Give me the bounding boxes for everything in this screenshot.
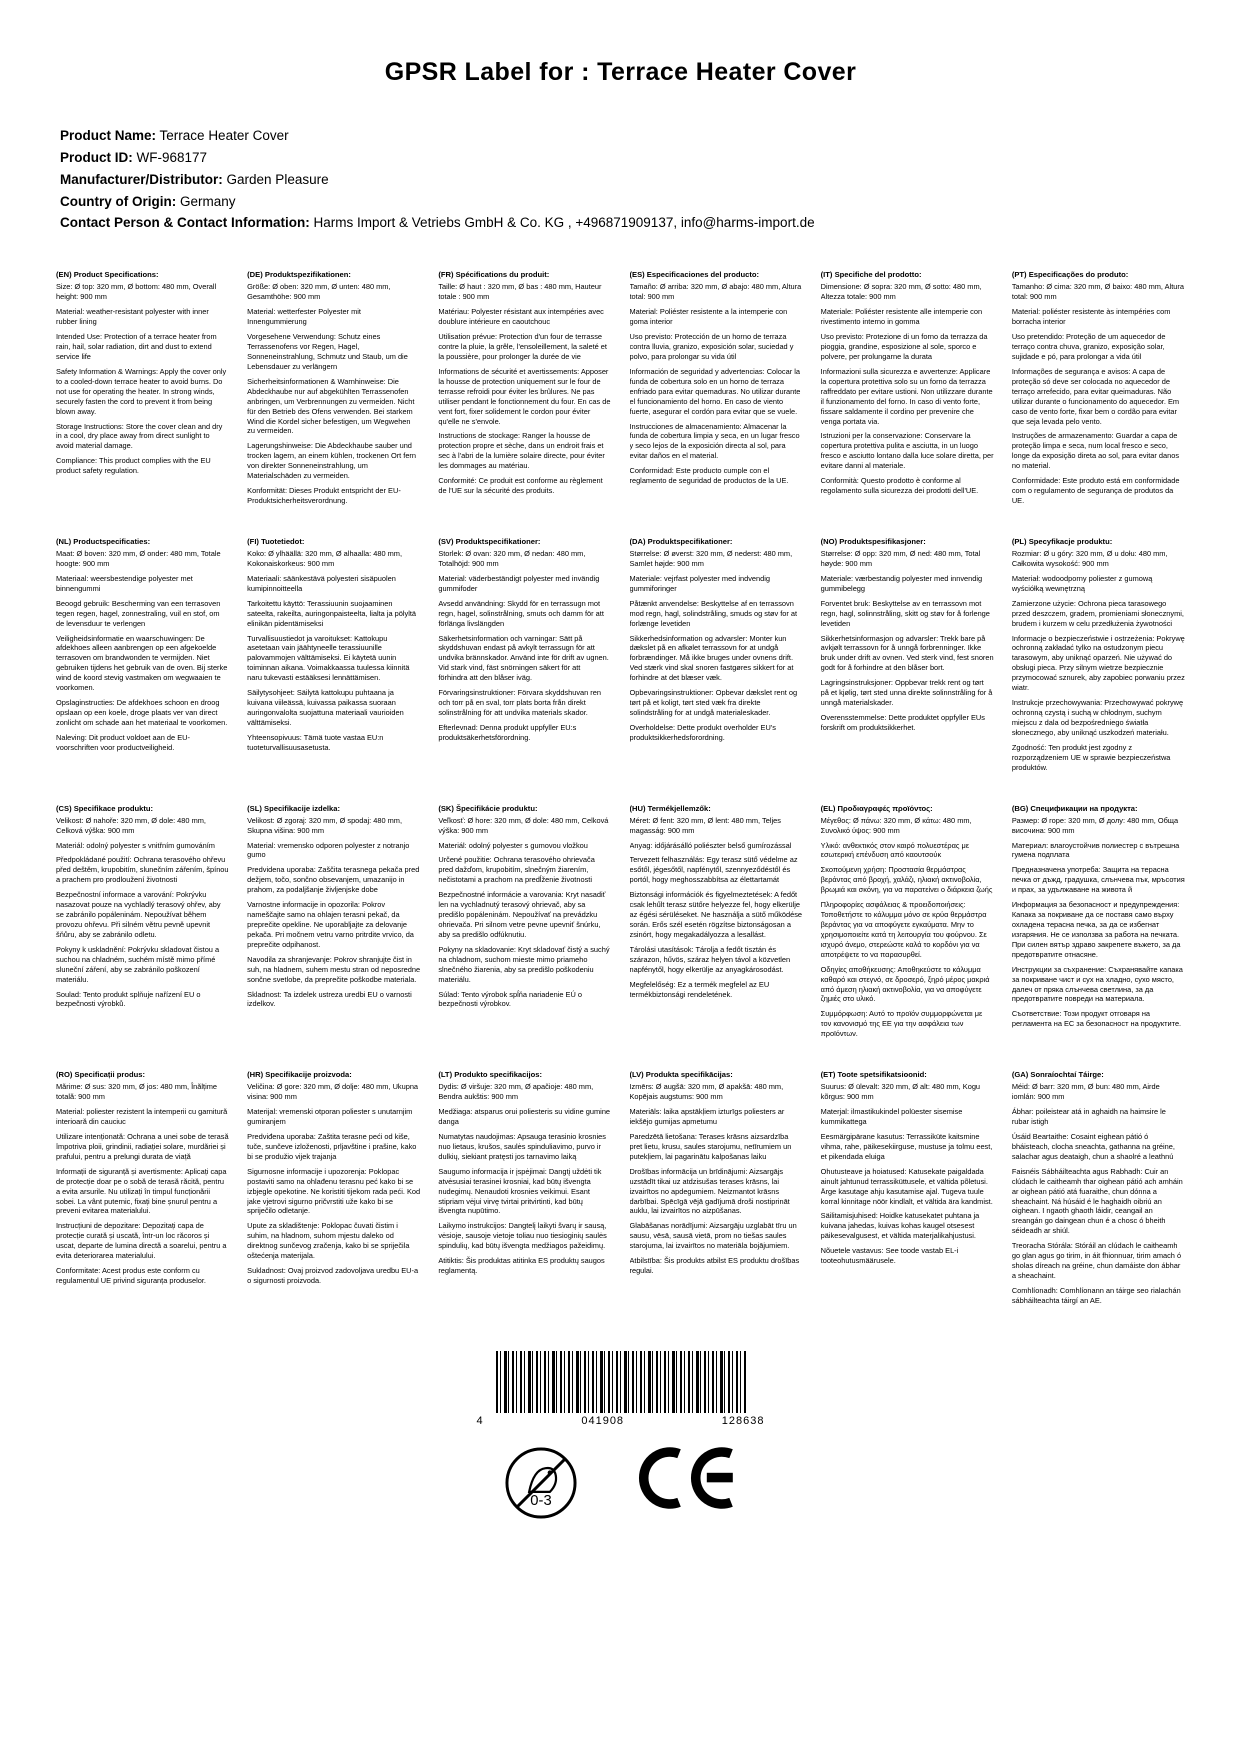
spec-header: (HU) Termékjellemzők: bbox=[629, 803, 711, 813]
spec-paragraph: Размер: Ø горе: 320 mm, Ø долу: 480 mm, Обща височина: 900 mm bbox=[1011, 815, 1179, 835]
age-restriction-icon bbox=[504, 1446, 578, 1520]
spec-paragraph: Utilizare intenționată: Ochrana a unei sobe de terasă împotriva ploii, grindinii, radiației solare, murdăriei și prafului, pentru a prelungi durata de viață bbox=[56, 1131, 229, 1161]
spec-paragraph: Drošības informācija un brīdinājumi: Aizsargājs uzstādīt tikai uz atdzisušas terases krāsns, lai izvairītos no apdegumiem. Neizmantot krāsns darbībai. Spēcīgā vējā gadījumā droši nostiprināt auklu, lai izvairītos no aizpūšanas. bbox=[629, 1166, 790, 1216]
spec-header: (ET) Toote spetsifikatsioonid: bbox=[820, 1070, 927, 1080]
spec-paragraph: Material: Poliéster resistente a la intemperie con goma interior bbox=[629, 307, 788, 327]
spec-paragraph: Uso pretendido: Proteção de um aquecedor de terraço contra chuva, granizo, exposição solar, sujidade e pó, para prolongar a vida útil bbox=[1011, 332, 1166, 361]
spec-cell-fi bbox=[247, 537, 420, 778]
compliance-marks bbox=[471, 1443, 771, 1523]
spec-paragraph: Инструкции за съхранение: Съхранявайте капака за покриване чист и сух на хладно, сухо място, далеч от пряка слънчева светлина, за да предотвратите повреди на материала. bbox=[1011, 964, 1183, 1004]
spec-paragraph: Bezpečnostné informácie a varovania: Kryt nasadiť len na vychladnutý terasový ohrievač, aby sa predišlo popáleninám. Nepoužívať na prevádzku ohrievača. Pri silnom vetre pevne upevniť šnúrku, aby sa predišlo odfúknutiu. bbox=[438, 890, 606, 939]
spec-paragraph: Informacje o bezpieczeństwie i ostrzeżenia: Pokrywę ochronną zakładać tylko na ostudzonym piecu tarasowym, aby uniknąć oparzeń. Nie używać do obsługi pieca. Przy silnym wietrze bezpiecznie przymocować sznurek, aby zapobiec porwaniu przez wiatr. bbox=[1011, 633, 1185, 693]
spec-paragraph: Veiligheidsinformatie en waarschuwingen: De afdekhoes alleen aanbrengen op een afgekoelde terrasoven om brandwonden te vermijden. Niet gebruiken tijdens het gebruik van de oven. Bij sterke wind de koord stevig vastmaken om wegwaaien te voorkomen. bbox=[56, 633, 228, 693]
spec-header: (SL) Specifikacije izdelka: bbox=[247, 803, 341, 813]
spec-paragraph: Vorgesehene Verwendung: Schutz eines Terrassenofens vor Regen, Hagel, Sonneneinstrahlung, Schmutz und Staub, um die Lebensdauer zu verlängern bbox=[247, 332, 408, 371]
spec-header: (LV) Produkta specifikācijas: bbox=[629, 1070, 733, 1080]
spec-paragraph: Turvallisuustiedot ja varoitukset: Kattokupu asetetaan vain jäähtyneelle terassiuunille palovammojen välttämiseksi. Ei käytetä uunin toiminnan aikana. Voimakkaassa tuulessa kiinnitä naru tukevasti estääksesi lennättämisen. bbox=[247, 633, 410, 683]
spec-paragraph: Tamanho: Ø cima: 320 mm, Ø baixo: 480 mm, Altura total: 900 mm bbox=[1011, 282, 1184, 302]
spec-paragraph: Maat: Ø boven: 320 mm, Ø onder: 480 mm, Totale hoogte: 900 mm bbox=[56, 549, 221, 568]
spec-paragraph: Sikkerhetsinformasjon og advarsler: Trekk bare på avkjølt terrassovn for å unngå forbrenninger. Ikke bruk under drift av ovnen. Ved sterk vind, fest snoren godt for å forhindre at den blåser bort. bbox=[820, 633, 994, 673]
meta-value: Garden Pleasure bbox=[226, 171, 329, 187]
spec-paragraph: Konformität: Dieses Produkt entspricht der EU-Produktsicherheitsverordnung. bbox=[247, 486, 401, 505]
meta-row-product-name bbox=[60, 125, 1185, 147]
spec-paragraph: Compliance: This product complies with the EU product safety regulation. bbox=[56, 456, 211, 476]
spec-paragraph: Safety Information & Warnings: Apply the cover only to a cooled-down terrace heater to avoid burns. Do not use for operating the heater. In strong winds, securely fasten the cord to prevent it from being blown away. bbox=[56, 366, 227, 416]
spec-cell-en bbox=[56, 270, 229, 511]
spec-paragraph: Conformità: Questo prodotto è conforme al regolamento sulla sicurezza dei prodotti dell'UE. bbox=[820, 476, 979, 496]
spec-cell-pt bbox=[1012, 270, 1185, 511]
spec-paragraph: Material: vremensko odporen polyester z notranjo gumo bbox=[247, 840, 410, 860]
spec-cell-sk bbox=[438, 804, 611, 1045]
spec-paragraph: Instructions de stockage: Ranger la housse de protection propre et sèche, dans un endroit frais et sec à l'abri de la lumière solaire directe, pour éviter les dommages au matériau. bbox=[438, 431, 605, 471]
meta-value: Terrace Heater Cover bbox=[159, 128, 289, 143]
spec-header: (GA) Sonraíochtaí Táirge: bbox=[1011, 1070, 1104, 1080]
spec-paragraph: Zamierzone użycie: Ochrona pieca tarasowego przed deszczem, gradem, promieniami słonecznymi, brudem i kurzem w celu przedłużenia żywotności bbox=[1011, 598, 1184, 628]
spec-paragraph: Informazioni sulla sicurezza e avvertenze: Applicare la copertura protettiva solo su un forno da terrazza raffreddato per evitare ustioni. Non utilizzare durante il funzionamento del forno. In caso di vento forte, fissare saldamente il cordino per prevenire che venga portata via. bbox=[820, 366, 993, 426]
spec-paragraph: Predvidena uporaba: Zaščita terasnega pekača pred dežjem, točo, sončno obsevanjem, umazanijo in prahom, za podaljšanje življenjske dobe bbox=[247, 865, 420, 895]
spec-paragraph: Saugumo informacija ir įspėjimai: Dangtį uždėti tik atvėsusiai terasinei krosniai, kad būtų išvengta nudegimų. Nenaudoti krosnies veikimui. Esant stipriam vėjui virvę tvirtai pritvirtinti, kad būtų išvengta nupūtimo. bbox=[438, 1166, 602, 1216]
spec-paragraph: Uso previsto: Protección de un horno de terraza contra lluvia, granizo, exposición solar, suciedad y polvo, para prolongar su vida útil bbox=[629, 332, 794, 361]
spec-paragraph: Forventet bruk: Beskyttelse av en terrassovn mot regn, hagl, solinnstråling, skitt og støv for å forlenge levetiden bbox=[820, 598, 990, 628]
spec-cell-de bbox=[247, 270, 420, 511]
spec-paragraph: Méid: Ø barr: 320 mm, Ø bun: 480 mm, Airde iomlán: 900 mm bbox=[1011, 1082, 1160, 1102]
spec-paragraph: Sukladnost: Ovaj proizvod zadovoljava uredbu EU-a o sigurnosti proizvoda. bbox=[247, 1266, 419, 1285]
spec-paragraph: Efterlevnad: Denna produkt uppfyller EU:s produktsäkerhetsförordning. bbox=[438, 722, 577, 742]
page-title: GPSR Label for : Terrace Heater Cover bbox=[384, 58, 857, 86]
svg-text:0-3: 0-3 bbox=[529, 1492, 552, 1509]
ce-mark-icon bbox=[634, 1443, 738, 1523]
spec-cell-bg bbox=[1012, 804, 1185, 1045]
spec-paragraph: Biztonsági információk és figyelmeztetések: A fedőt csak lehűlt terasz sütőre helyezze fel, hogy elkerülje az égési sérüléseket. Ne használja a sütő működése során. Erős szél esetén rögzítse biztonságosan a zsinórt, hogy megakadályozza a lesallást. bbox=[629, 890, 803, 939]
spec-paragraph: Sicherheitsinformationen & Warnhinweise: Die Abdeckhaube nur auf abgekühlten Terrassenofen anbringen, um Verbrennungen zu vermeiden. Nicht für den Betrieb des Ofens verwenden. Bei starkem Wind die Kordel sicher befestigen, um Wegwehen zu vermeiden. bbox=[247, 376, 415, 436]
spec-header: (IT) Specifiche del prodotto: bbox=[820, 270, 922, 280]
spec-header: (CS) Specifikace produktu: bbox=[56, 803, 154, 813]
spec-paragraph: Tarkoitettu käyttö: Terassiuunin suojaaminen sateelta, rakeilta, auringonpaisteelta, lialta ja pölyltä elinikän pidentämiseksi bbox=[247, 598, 417, 628]
meta-label: Manufacturer/Distributor: bbox=[60, 171, 223, 187]
spec-paragraph: Numatytas naudojimas: Apsauga terasinio krosnies nuo lietaus, krušos, saulės spinduliavimo, purvo ir dulkių, siekiant pratęsti jos tarnavimo laiką bbox=[438, 1131, 606, 1161]
spec-paragraph: Materiale: vejrfast polyester med indvendig gummiforinger bbox=[629, 573, 770, 593]
spec-paragraph: Πληροφορίες ασφάλειας & προειδοποιήσεις: Τοποθετήστε το κάλυμμα μόνο σε κρύα θερμάστρα βεράντας για να αποφύγετε εγκαύματα. Μην το χρησιμοποιείτε κατά τη λειτουργία του φούρνου. Σε ισχυρό άνεμο, στερεώστε καλά το κορδόνι για να αποτρέψετε το να παρασυρθεί. bbox=[820, 900, 987, 959]
spec-paragraph: Lagringsinstruksjoner: Oppbevar trekk rent og tørt på et kjølig, tørt sted unna direkte solinnstråling for å unngå materialskader. bbox=[820, 678, 993, 708]
spec-paragraph: Säkerhetsinformation och varningar: Sätt på skyddshuvan endast på avkylt terrassugn för att undvika brännskador. Använd inte för drift av ugnen. Vid stark vind, fäst snörningen säkert för att förhindra att den blåser iväg. bbox=[438, 633, 609, 683]
spec-paragraph: Storlek: Ø ovan: 320 mm, Ø nedan: 480 mm, Totalhöjd: 900 mm bbox=[438, 549, 586, 568]
spec-paragraph: Comhlíonadh: Comhlíonann an táirge seo rialachán sábháilteachta táirgí an AE. bbox=[1011, 1285, 1181, 1305]
spec-header: (PL) Specyfikacje produktu: bbox=[1011, 536, 1113, 546]
spec-paragraph: Informations de sécurité et avertissements: Apposer la housse de protection uniquement sur le four de terrasse refroidi pour éviter les brûlures. Ne pas utiliser pendant le fonctionnement du four. En cas de vent fort, fixer solidement le cordon pour éviter qu'elle ne s'envole. bbox=[438, 366, 611, 426]
spec-paragraph: Conformité: Ce produit est conforme au règlement de l'UE sur la sécurité des produits. bbox=[438, 476, 603, 496]
spec-paragraph: Súlad: Tento výrobok spĺňa nariadenie EÚ o bezpečnosti výrobkov. bbox=[438, 989, 582, 1009]
barcode-block bbox=[471, 1351, 771, 1427]
spec-paragraph: Materiāls: laika apstākļiem izturīgs poliesters ar iekšējo gumijas apmetumu bbox=[629, 1107, 785, 1127]
spec-cell-da bbox=[630, 537, 803, 778]
spec-paragraph: Materijal: vremenski otporan poliester s unutarnjim gumiranjem bbox=[247, 1107, 413, 1127]
spec-header: (RO) Specificații produs: bbox=[56, 1070, 146, 1080]
spec-paragraph: Instruções de armazenamento: Guardar a capa de proteção limpa e seca, num local fresco e seco, longe da exposição direta ao sol, para evitar danos no material. bbox=[1011, 431, 1180, 471]
language-specifications-grid bbox=[56, 270, 1185, 1310]
spec-paragraph: Zgodność: Ten produkt jest zgodny z rozporządzeniem UE w sprawie bezpieczeństwa produktów. bbox=[1011, 742, 1171, 772]
spec-paragraph: Conformidade: Este produto está em conformidade com o regulamento de segurança de produtos da UE. bbox=[1011, 476, 1180, 505]
spec-paragraph: Medžiaga: atsparus orui poliesteris su vidine gumine danga bbox=[438, 1107, 611, 1127]
meta-value: WF-968177 bbox=[136, 149, 208, 165]
spec-paragraph: Μέγεθος: Ø πάνω: 320 mm, Ø κάτω: 480 mm, Συνολικό ύψος: 900 mm bbox=[820, 815, 972, 835]
spec-paragraph: Sikkerhedsinformation og advarsler: Monter kun dækslet på en afkølet terrassovn for at undgå forbrændinger. Må ikke bruges under ovnens drift. Ved stærk vind skal snoren fastgøres sikkert for at forhindre at det blæser væk. bbox=[629, 633, 794, 683]
spec-paragraph: Conformidad: Este producto cumple con el reglamento de seguridad de productos de la UE. bbox=[629, 466, 789, 486]
spec-paragraph: Veľkosť: Ø hore: 320 mm, Ø dole: 480 mm, Celková výška: 900 mm bbox=[438, 815, 609, 835]
spec-paragraph: Velikost: Ø nahoře: 320 mm, Ø dole: 480 mm, Celková výška: 900 mm bbox=[56, 815, 206, 835]
spec-header: (LT) Produkto specifikacijos: bbox=[438, 1070, 542, 1080]
meta-row-product-id bbox=[60, 147, 1185, 169]
spec-paragraph: Uso previsto: Protezione di un forno da terrazza da pioggia, grandine, esposizione al sole, sporco e polvere, per prolungarne la durata bbox=[820, 332, 988, 361]
spec-paragraph: Velikost: Ø zgoraj: 320 mm, Ø spodaj: 480 mm, Skupna višina: 900 mm bbox=[247, 815, 403, 835]
spec-cell-es bbox=[630, 270, 803, 511]
meta-label: Country of Origin: bbox=[60, 193, 177, 209]
spec-paragraph: Avsedd användning: Skydd för en terrassugn mot regn, hagel, solinstrålning, smuts och damm för att förlänga livslängden bbox=[438, 598, 604, 628]
spec-paragraph: Anyag: időjárásálló poliészter belső gumírozással bbox=[629, 840, 792, 850]
spec-paragraph: Materiał: wodoodporny poliester z gumową wyściółką wewnętrzną bbox=[1011, 573, 1153, 593]
spec-paragraph: Předpokládané použití: Ochrana terasového ohřevu před deštěm, krupobitím, slunečním zářením, špínou a prachem pro prodloužení životnosti bbox=[56, 855, 229, 885]
spec-paragraph: Größe: Ø oben: 320 mm, Ø unten: 480 mm, Gesamthöhe: 900 mm bbox=[247, 282, 391, 302]
spec-paragraph: Taille: Ø haut : 320 mm, Ø bas : 480 mm, Hauteur totale : 900 mm bbox=[438, 282, 602, 302]
spec-paragraph: Yhteensopivuus: Tämä tuote vastaa EU:n tuoteturvallisuusasetusta. bbox=[247, 732, 384, 752]
spec-paragraph: Storage Instructions: Store the cover clean and dry in a cool, dry place away from direct sunlight to avoid material damage. bbox=[56, 421, 223, 451]
spec-header: (DE) Produktspezifikationen: bbox=[247, 270, 351, 280]
spec-paragraph: Informații de siguranță și avertismente: Aplicați capa de protecție doar pe o sobă de terasă răcită, pentru a evita arsurile. Nu utilizați în timpul funcționării sobei. La vânt puternic, fixați bine șnurul pentru a preveni evitarea materialului. bbox=[56, 1166, 227, 1216]
meta-label: Contact Person & Contact Information: bbox=[60, 215, 310, 231]
spec-header: (PT) Especificações do produto: bbox=[1011, 270, 1129, 280]
spec-paragraph: Tervezett felhasználás: Egy terasz sütő védelme az esőtől, jégesőtől, napfénytől, szennyeződéstől és portól, hogy meghosszabbítsa az élettartamát bbox=[629, 855, 798, 885]
spec-cell-lt bbox=[438, 1070, 611, 1311]
spec-paragraph: Atbilstība: Šis produkts atbilst ES produktu drošības regulai. bbox=[629, 1256, 800, 1276]
spec-header: (FR) Spécifications du produit: bbox=[438, 270, 550, 280]
spec-cell-ro bbox=[56, 1070, 229, 1311]
spec-cell-lv bbox=[630, 1070, 803, 1311]
spec-paragraph: Méret: Ø fent: 320 mm, Ø lent: 480 mm, Teljes magasság: 900 mm bbox=[629, 815, 781, 835]
spec-paragraph: Ábhar: poileistear atá in aghaidh na haimsire le rubar istigh bbox=[1011, 1107, 1166, 1127]
spec-paragraph: Säilitamisjuhised: Hoidke katusekatet puhtana ja kuivana jahedas, kuivas kohas kaugel otsesest päikesevalgusest, et vältida materjalikahjustusi. bbox=[820, 1211, 980, 1241]
spec-paragraph: Overholdelse: Dette produkt overholder EU's produktsikkerhedsforordning. bbox=[629, 722, 776, 742]
spec-paragraph: Size: Ø top: 320 mm, Ø bottom: 480 mm, Overall height: 900 mm bbox=[56, 282, 217, 302]
spec-paragraph: Lagerungshinweise: Die Abdeckhaube sauber und trocken lagern, an einem kühlen, trockenen Ort fern von direkter Sonneneinstrahlung, um Materialschäden zu vermeiden. bbox=[247, 441, 417, 481]
spec-paragraph: Material: wetterfester Polyester mit Innengummierung bbox=[247, 307, 361, 327]
spec-paragraph: Materiale: Poliéster resistente alle intemperie con rivestimento interno in gomma bbox=[820, 307, 983, 327]
spec-paragraph: Úsáid Beartaithe: Cosaint eighean pátió ó bháisteach, clocha sneachta, gathanna na gréine, salachar agus deataigh, chun a shaolré a leathnú bbox=[1011, 1131, 1175, 1161]
spec-paragraph: Atitiktis: Šis produktas atitinka ES produktų saugos reglamentą. bbox=[438, 1256, 605, 1276]
spec-header: (NO) Produktspesifikasjoner: bbox=[820, 536, 926, 546]
spec-cell-sl bbox=[247, 804, 420, 1045]
spec-paragraph: Dimensione: Ø sopra: 320 mm, Ø sotto: 480 mm, Altezza totale: 900 mm bbox=[820, 282, 982, 302]
spec-paragraph: Faisnéis Sábháilteachta agus Rabhadh: Cuir an clúdach le caitheamh thar oighean pátió ach amháin ar oighean pátió atá fuaraithe, chun dónna a sheachaint. Ná húsáid é le haghaidh oibriú an oighean. I ngaoth ghaoth láidir, ceangail an sreangán go daingean chun é a chosc ó bheith séideadh ar shiúl. bbox=[1011, 1166, 1183, 1236]
spec-paragraph: Instrukcje przechowywania: Przechowywać pokrywę ochronną czystą i suchą w chłodnym, suchym miejscu z dala od bezpośredniego światła słonecznego, aby uniknąć uszkodzeń materiału. bbox=[1011, 698, 1184, 737]
spec-paragraph: Materiaal: weersbestendige polyester met binnengummi bbox=[56, 573, 193, 593]
spec-header: (NL) Productspecificaties: bbox=[56, 536, 151, 546]
spec-paragraph: Mărime: Ø sus: 320 mm, Ø jos: 480 mm, Înălțime totală: 900 mm bbox=[56, 1082, 217, 1102]
spec-paragraph: Paredzētā lietošana: Terases krāsns aizsardzība pret lietu, krusu, saules starojumu, netīrumiem un putekļiem, lai pagarinātu kalpošanas laiku bbox=[629, 1131, 792, 1161]
spec-paragraph: Istruzioni per la conservazione: Conservare la copertura protettiva pulita e asciutta, in un luogo fresco e asciutto lontano dalla luce solare diretta, per evitare danni al materiale. bbox=[820, 431, 994, 471]
spec-paragraph: Eesmärgipärane kasutus: Terrassiküte kaitsmine vihma, rahe, päikesekiirguse, mustuse ja tolmu eest, et pikendada eluiga bbox=[820, 1131, 993, 1161]
spec-cell-pl bbox=[1012, 537, 1185, 778]
spec-paragraph: Förvaringsinstruktioner: Förvara skyddshuvan ren och torr på en sval, torr plats borta från direkt solinstrålning för att undvika materials skador. bbox=[438, 688, 601, 717]
spec-cell-sv bbox=[438, 537, 611, 778]
spec-paragraph: Tamaño: Ø arriba: 320 mm, Ø abajo: 480 mm, Altura total: 900 mm bbox=[629, 282, 802, 302]
spec-paragraph: Suurus: Ø ülevalt: 320 mm, Ø alt: 480 mm, Kogu kõrgus: 900 mm bbox=[820, 1082, 981, 1102]
spec-paragraph: Bezpečnostní informace a varování: Pokrývku nasazovat pouze na vychladlý terasový ohřev, aby se zabránilo popáleninám. Nepoužívat během provozu ohřevu. Při silném větru pevně upevnit šňůru, aby se zabránilo odletu. bbox=[56, 890, 221, 939]
spec-paragraph: Materiale: værbestandig polyester med innvendig gummibelegg bbox=[820, 573, 983, 593]
spec-paragraph: Material: väderbeständigt polyester med invändig gummifoder bbox=[438, 573, 600, 593]
spec-paragraph: Materiál: odolný polyester s vnitřním gumováním bbox=[56, 840, 215, 850]
spec-header: (SK) Špecifikácie produktu: bbox=[438, 803, 538, 813]
spec-header: (ES) Especificaciones del producto: bbox=[629, 270, 760, 280]
spec-paragraph: Pokyny k uskladnění: Pokrývku skladovat čistou a suchou na chladném, suchém místě mimo přímé sluneční záření, aby se zabránilo poškození materiálu. bbox=[56, 944, 220, 984]
meta-row-manufacturer bbox=[60, 169, 1185, 191]
meta-value: Germany bbox=[180, 193, 236, 209]
spec-paragraph: Naleving: Dit product voldoet aan de EU-voorschriften voor productveiligheid. bbox=[56, 732, 190, 752]
spec-paragraph: Overensstemmelse: Dette produktet oppfyller EUs forskrift om produktsikkerhet. bbox=[820, 712, 985, 732]
spec-paragraph: Glabāšanas norādījumi: Aizsargāju uzglabāt tīru un sausu, vēsā, sausā vietā, prom no tiešas saules starojuma, lai izvairītos no materiāla bojājumiem. bbox=[629, 1221, 797, 1251]
spec-paragraph: Συμμόρφωση: Αυτό το προϊόν συμμορφώνεται με τον κανονισμό της ΕΕ για την ασφάλεια των προϊόντων. bbox=[820, 1009, 983, 1039]
barcode-group-2: 128638 bbox=[721, 1414, 765, 1427]
spec-paragraph: Información de seguridad y advertencias: Colocar la funda de cobertura solo en un horno de terraza enfriado para evitar quemaduras. No utilizar durante el funcionamiento del horno. En caso de viento fuerte, asegurar el cordón para evitar que se vuele. bbox=[629, 366, 801, 416]
spec-paragraph: Υλικό: ανθεκτικός στον καιρό πολυεστέρας με εσωτερική επένδυση από καουτσούκ bbox=[820, 840, 970, 860]
spec-paragraph: Megfelelőség: Ez a termék megfelel az EU termékbiztonsági rendeletének. bbox=[629, 979, 770, 999]
spec-paragraph: Izmērs: Ø augšā: 320 mm, Ø apakšā: 480 mm, Kopējais augstums: 900 mm bbox=[629, 1082, 784, 1102]
spec-cell-cs bbox=[56, 804, 229, 1045]
spec-paragraph: Opbevaringsinstruktioner: Opbevar dækslet rent og tørt på et koligt, tørt sted væk fra direkte solindstråling for at undgå materialeskader. bbox=[629, 688, 798, 717]
spec-paragraph: Материал: влагоустойчив полиестер с вътрешна гумена подплата bbox=[1011, 840, 1180, 860]
barcode-digits bbox=[471, 1415, 771, 1427]
spec-paragraph: Matériau: Polyester résistant aux intempéries avec doublure intérieure en caoutchouc bbox=[438, 307, 604, 327]
spec-header: (EN) Product Specifications: bbox=[56, 270, 159, 280]
spec-cell-fr bbox=[438, 270, 611, 511]
spec-paragraph: Utilisation prévue: Protection d'un four de terrasse contre la pluie, la grêle, l'ensoleillement, la saleté et la poussière, pour prolonger la durée de vie bbox=[438, 332, 607, 361]
spec-header: (DA) Produktspecifikationer: bbox=[629, 536, 733, 546]
spec-header: (FI) Tuotetiedot: bbox=[247, 536, 305, 546]
spec-paragraph: Информация за безопасност и предупреждения: Капака за покриване да се поставя само върху охладена терасна печка, за да се избегнат изгаряния. Не се използва за работа на печката. При силен вятър здраво закрепете въжето, за да предотвратите отнасяне. bbox=[1011, 900, 1181, 959]
spec-paragraph: Instrucciones de almacenamiento: Almacenar la funda de cobertura limpia y seca, en un lugar fresco y seco lejos de la exposición directa al sol, para evitar daños en el material. bbox=[629, 421, 800, 461]
barcode-image bbox=[496, 1351, 746, 1413]
barcode-group-1: 041908 bbox=[581, 1414, 625, 1427]
spec-paragraph: Tárolási utasítások: Tárolja a fedőt tisztán és szárazon, hűvös, száraz helyen távol a közvetlen napfénytől, hogy elkerülje az anyagkárosodást. bbox=[629, 944, 791, 974]
footer bbox=[56, 1351, 1185, 1561]
spec-paragraph: Rozmiar: Ø u góry: 320 mm, Ø u dołu: 480 mm, Całkowita wysokość: 900 mm bbox=[1011, 549, 1168, 568]
spec-cell-et bbox=[821, 1070, 994, 1311]
spec-paragraph: Størrelse: Ø øverst: 320 mm, Ø nederst: 480 mm, Samlet højde: 900 mm bbox=[629, 549, 793, 568]
meta-row-contact bbox=[60, 212, 1185, 234]
spec-paragraph: Koko: Ø ylhäällä: 320 mm, Ø alhaalla: 480 mm, Kokonaiskorkeus: 900 mm bbox=[247, 549, 403, 568]
spec-paragraph: Veličina: Ø gore: 320 mm, Ø dolje: 480 mm, Ukupna visina: 900 mm bbox=[247, 1082, 419, 1102]
spec-paragraph: Predviđena uporaba: Zaštita terasne peći od kiše, tuče, sunčeve izloženosti, prljavštine i prašine, kako bi se produžio vijek trajanja bbox=[247, 1131, 417, 1161]
spec-paragraph: Instrucțiuni de depozitare: Depozitați capa de protecție curată și uscată, într-un loc răcoros și uscat, departe de lumina directă a soarelui, pentru a evita deteriorarea materialului. bbox=[56, 1221, 227, 1261]
spec-paragraph: Dydis: Ø viršuje: 320 mm, Ø apačioje: 480 mm, Bendra aukštis: 900 mm bbox=[438, 1082, 594, 1102]
meta-row-country bbox=[60, 191, 1185, 213]
spec-header: (EL) Προδιαγραφές προϊόντος: bbox=[820, 803, 933, 813]
spec-paragraph: Οδηγίες αποθήκευσης: Αποθηκεύστε το κάλυμμα καθαρό και στεγνό, σε δροσερό, ξηρό μέρος μακριά από άμεση ηλιακή ακτινοβολία, για να αποφύγετε ζημιές στο υλικό. bbox=[820, 964, 990, 1004]
spec-paragraph: Størrelse: Ø opp: 320 mm, Ø ned: 480 mm, Total høyde: 900 mm bbox=[820, 549, 981, 568]
spec-paragraph: Nõuetele vastavus: See toode vastab EL-i tooteohutusmäärusele. bbox=[820, 1246, 959, 1266]
spec-paragraph: Soulad: Tento produkt splňuje nařízení EU o bezpečnosti výrobků. bbox=[56, 989, 201, 1009]
spec-cell-hu bbox=[630, 804, 803, 1045]
spec-paragraph: Ohutusteave ja hoiatused: Katusekate paigaldada ainult jahtunud terrassiküttusele, et vältida põletusi. Ärge kasutage ahju kasutamise ajal. Tugeva tuule korral kinnitage nöör kindlalt, et vältida ära kandmist. bbox=[820, 1166, 993, 1206]
spec-paragraph: Varnostne informacije in opozorila: Pokrov nameščajte samo na ohlajen terasni pekač, da preprečite opekline. Ne uporabljajte za delovanje pekača. Pri močnem vetru varno pritrdite vrvico, da preprečite odpihanost. bbox=[247, 900, 414, 949]
product-meta bbox=[60, 125, 1185, 234]
spec-paragraph: Sigurnosne informacije i upozorenja: Poklopac postaviti samo na ohlađenu terasnu peć kako bi se izbjegle opekotine. Ne koristiti tijekom rada peći. Kod jake vjetrovi sigurno pričvrstiti uže kako bi se spriječilo odletanje. bbox=[247, 1166, 421, 1216]
spec-paragraph: Upute za skladištenje: Poklopac čuvati čistim i suhim, na hladnom, suhom mjestu daleko od direktnog sunčevog zračenja, kako bi se spriječila oštećenja materijala. bbox=[247, 1221, 410, 1261]
spec-paragraph: Σκοπούμενη χρήση: Προστασία θερμάστρας βεράντας από βροχή, χαλάζι, ηλιακή ακτινοβολία, βρωμιά και σκόνη, για να παρατείνει ο διάρκεια ζωής bbox=[820, 865, 993, 895]
spec-header: (BG) Спецификации на продукта: bbox=[1011, 803, 1138, 813]
barcode-left-digit: 4 bbox=[476, 1414, 484, 1427]
spec-paragraph: Säilytysohjeet: Säilytä kattokupu puhtaana ja kuivana viileässä, kuivassa paikassa suoraan auringonvalolta suojattuna materiaali vaurioiden välttämiseksi. bbox=[247, 688, 404, 727]
spec-header: (HR) Specifikacije proizvoda: bbox=[247, 1070, 352, 1080]
spec-paragraph: Material: poliester rezistent la intemperii cu garnitură interioară din cauciuc bbox=[56, 1107, 228, 1127]
spec-header: (SV) Produktspecifikationer: bbox=[438, 536, 541, 546]
spec-paragraph: Skladnost: Ta izdelek ustreza uredbi EU o varnosti izdelkov. bbox=[247, 989, 412, 1009]
spec-paragraph: Conformitate: Acest produs este conform cu regulamentul UE privind siguranța produselor. bbox=[56, 1266, 206, 1285]
spec-paragraph: Material: weather-resistant polyester with inner rubber lining bbox=[56, 307, 209, 327]
spec-cell-ga bbox=[1012, 1070, 1185, 1311]
spec-paragraph: Navodila za shranjevanje: Pokrov shranjujte čist in suh, na hladnem, suhem mestu stran od neposredne sončne svetlobe, da preprečite poškodbe materiala. bbox=[247, 954, 421, 984]
spec-cell-no bbox=[821, 537, 994, 778]
spec-cell-el bbox=[821, 804, 994, 1045]
spec-paragraph: Materjal: ilmastikukindel polüester sisemise kummikattega bbox=[820, 1107, 963, 1127]
meta-value: Harms Import & Vetriebs GmbH & Co. KG , +496871909137, info@harms-import.de bbox=[313, 215, 815, 231]
spec-paragraph: Informações de segurança e avisos: A capa de proteção só deve ser colocada no aquecedor de terraço arrefecido, para evitar queimaduras. Não utilizar durante o funcionamento do aquecedor. Em caso de vento forte, fixar bem o cordão para evitar que seja levada pelo vento. bbox=[1011, 366, 1180, 426]
spec-paragraph: Určené použitie: Ochrana terasového ohrievača pred dažďom, krupobitím, slnečným žiarením, nečistotami a prachom na predĺženie životnosti bbox=[438, 855, 595, 885]
spec-paragraph: Materiál: odolný polyester s gumovou vložkou bbox=[438, 840, 588, 850]
spec-paragraph: Intended Use: Protection of a terrace heater from rain, hail, solar radiation, dirt and dust to extend service life bbox=[56, 332, 217, 361]
spec-paragraph: Laikymo instrukcijos: Dangtelį laikyti švarų ir sausą, vėsioje, sausoje vietoje toliau nuo tiesioginių saulės spindulių, kad būtų išvengta medžiagos pažeidimų. bbox=[438, 1221, 607, 1251]
spec-paragraph: Påtænkt anvendelse: Beskyttelse af en terrassovn mod regn, hagl, solindstråling, smuds og støv for at forlænge levetiden bbox=[629, 598, 798, 628]
meta-label: Product Name: bbox=[60, 128, 157, 143]
spec-paragraph: Pokyny na skladovanie: Kryt skladovať čistý a suchý na chladnom, suchom mieste mimo priameho slnečného žiarenia, aby sa predišlo poškodeniu materiálu. bbox=[438, 944, 610, 984]
spec-paragraph: Treoracha Stórála: Stóráil an clúdach le caitheamh go glan agus go tirim, in áit fhionnuar, tirim amach ó sholas díreach na gréine, chun damáiste don ábhar a sheachaint. bbox=[1011, 1241, 1182, 1280]
spec-paragraph: Съответствие: Този продукт отговаря на регламента на ЕС за безопасност на продуктите. bbox=[1011, 1009, 1182, 1029]
spec-cell-nl bbox=[56, 537, 229, 778]
spec-paragraph: Materiaali: säänkestävä polyesteri sisäpuolen kumipinnoitteella bbox=[247, 573, 396, 593]
spec-paragraph: Material: poliéster resistente às intempéries com borracha interior bbox=[1011, 307, 1171, 327]
meta-label: Product ID: bbox=[60, 149, 133, 165]
spec-paragraph: Предназначена употреба: Защита на терасна печка от дъжд, градушка, слънчева пък, мръсотия и прах, за удължаване на живота й bbox=[1011, 865, 1185, 895]
spec-paragraph: Beoogd gebruik: Bescherming van een terrasoven tegen regen, hagel, zonnestraling, vuil en stof, om de levensduur te verlengen bbox=[56, 598, 221, 628]
spec-cell-it bbox=[821, 270, 994, 511]
spec-cell-hr bbox=[247, 1070, 420, 1311]
spec-paragraph: Opslaginstructies: De afdekhoes schoon en droog opslaan op een koele, droge plaats ver van direct zonlicht om schade aan het materiaal te voorkomen. bbox=[56, 698, 228, 727]
